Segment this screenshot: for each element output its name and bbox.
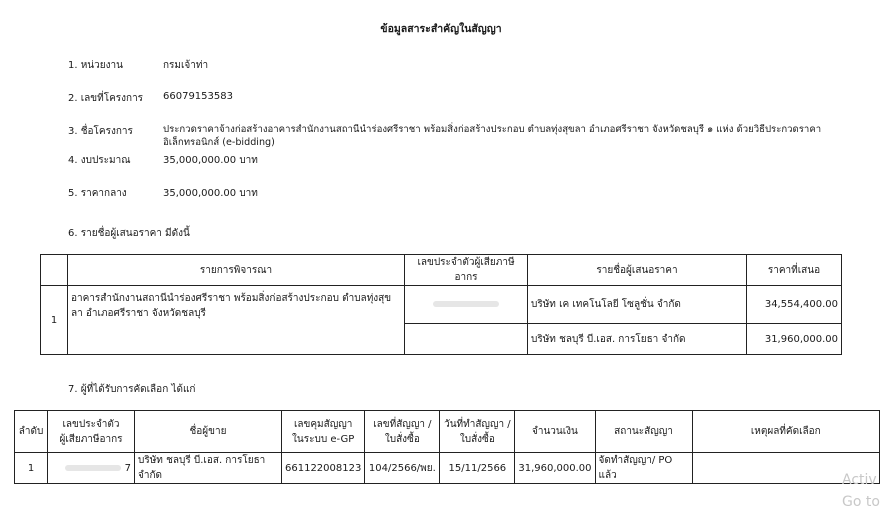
bidders-heading: 6. รายชื่อผู้เสนอราคา มีดังนี้ <box>68 228 190 239</box>
selected-header-egp-line1: เลขคุมสัญญา <box>293 418 353 430</box>
bidder-name-1: บริษัท เค เทคโนโลยี โซลูชั่น จำกัด <box>528 286 747 324</box>
bidders-header-price: ราคาที่เสนอ <box>747 255 842 286</box>
field-label-median-price: 5. ราคากลาง <box>68 188 127 199</box>
field-value-agency: กรมเจ้าท่า <box>163 60 209 71</box>
selected-heading: 7. ผู้ที่ได้รับการคัดเลือก ได้แก่ <box>68 384 196 395</box>
bidder-price-2: 31,960,000.00 <box>747 324 842 355</box>
bidders-row-tax-id-2 <box>405 324 528 355</box>
selected-row-seller: บริษัท ชลบุรี บี.เอส. การโยธา จำกัด <box>135 453 282 484</box>
bidders-row-no: 1 <box>41 286 68 355</box>
selected-header-seq: ลำดับ <box>15 411 48 453</box>
field-value-budget: 35,000,000.00 บาท <box>163 155 258 166</box>
selected-header-egp-line2: ในระบบ e-GP <box>292 433 355 445</box>
activation-watermark-line1: Activ <box>842 472 877 488</box>
field-label-agency: 1. หน่วยงาน <box>68 60 123 71</box>
bidders-header-item: รายการพิจารณา <box>68 255 405 286</box>
selected-row-amount: 31,960,000.00 <box>515 453 595 484</box>
selected-header-status: สถานะสัญญา <box>595 411 692 453</box>
selected-row-seq: 1 <box>15 453 48 484</box>
selected-header-egp <box>282 411 365 453</box>
selected-row-egp: 661122008123 <box>282 453 365 484</box>
bidders-row-tax-id <box>405 286 528 324</box>
page-title: ข้อมูลสาระสำคัญในสัญญา <box>380 23 502 35</box>
activation-watermark-line2: Go to <box>842 494 880 510</box>
selected-header-tax-id <box>48 411 135 453</box>
selected-header-date <box>440 411 515 453</box>
selected-header-date-line2: ใบสั่งซื้อ <box>459 433 495 445</box>
bidders-table <box>40 254 842 355</box>
field-label-project-name: 3. ชื่อโครงการ <box>68 126 133 137</box>
redacted-tax-id <box>65 465 121 471</box>
selected-header-contract-no-line1: เลขที่สัญญา / <box>373 418 432 430</box>
field-value-project-name: ประกวดราคาจ้างก่อสร้างอาคารสำนักงานสถานีนำร่องศรีราชา พร้อมสิ่งก่อสร้างประกอบ ตำบลทุ่งสุขลา อำเภอศรีราชา จังหวัดชลบุรี ๑ แห่ง ด้วยวิธีประกวดราคาอิเล็กทรอนิกส์ (e-bidding) <box>163 124 822 148</box>
selected-row-tax-id <box>48 453 135 484</box>
selected-header-date-line1: วันที่ทำสัญญา / <box>444 418 511 430</box>
field-value-median-price: 35,000,000.00 บาท <box>163 188 258 199</box>
selected-header-seller: ชื่อผู้ขาย <box>135 411 282 453</box>
field-label-project-id: 2. เลขที่โครงการ <box>68 93 144 104</box>
bidders-header-tax-id: เลขประจำตัวผู้เสียภาษีอากร <box>405 255 528 286</box>
bidder-name-2: บริษัท ชลบุรี บี.เอส. การโยธา จำกัด <box>528 324 747 355</box>
selected-table <box>14 410 880 484</box>
selected-header-amount: จำนวนเงิน <box>515 411 595 453</box>
field-value-project-id: 66079153583 <box>163 91 233 102</box>
bidders-row-item: อาคารสำนักงานสถานีนำร่องศรีราชา พร้อมสิ่งก่อสร้างประกอบ ตำบลทุ่งสุขลา อำเภอศรีราชา จังหวัดชลบุรี <box>68 286 405 355</box>
redacted-tax-id <box>433 301 499 307</box>
selected-row-date: 15/11/2566 <box>440 453 515 484</box>
selected-header-tax-id-line1: เลขประจำตัว <box>62 418 120 430</box>
selected-header-reason: เหตุผลที่คัดเลือก <box>692 411 879 453</box>
selected-row-tax-id-tail: 7 <box>124 462 131 474</box>
selected-row-status: จัดทำสัญญา/ PO แล้ว <box>595 453 692 484</box>
selected-header-contract-no-line2: ใบสั่งซื้อ <box>384 433 420 445</box>
selected-header-tax-id-line2: ผู้เสียภาษีอากร <box>59 433 123 445</box>
bidders-header-no <box>41 255 68 286</box>
bidder-price-1: 34,554,400.00 <box>747 286 842 324</box>
field-label-budget: 4. งบประมาณ <box>68 155 131 166</box>
selected-header-contract-no <box>365 411 440 453</box>
selected-row-contract-no: 104/2566/พย. <box>365 453 440 484</box>
bidders-header-name: รายชื่อผู้เสนอราคา <box>528 255 747 286</box>
